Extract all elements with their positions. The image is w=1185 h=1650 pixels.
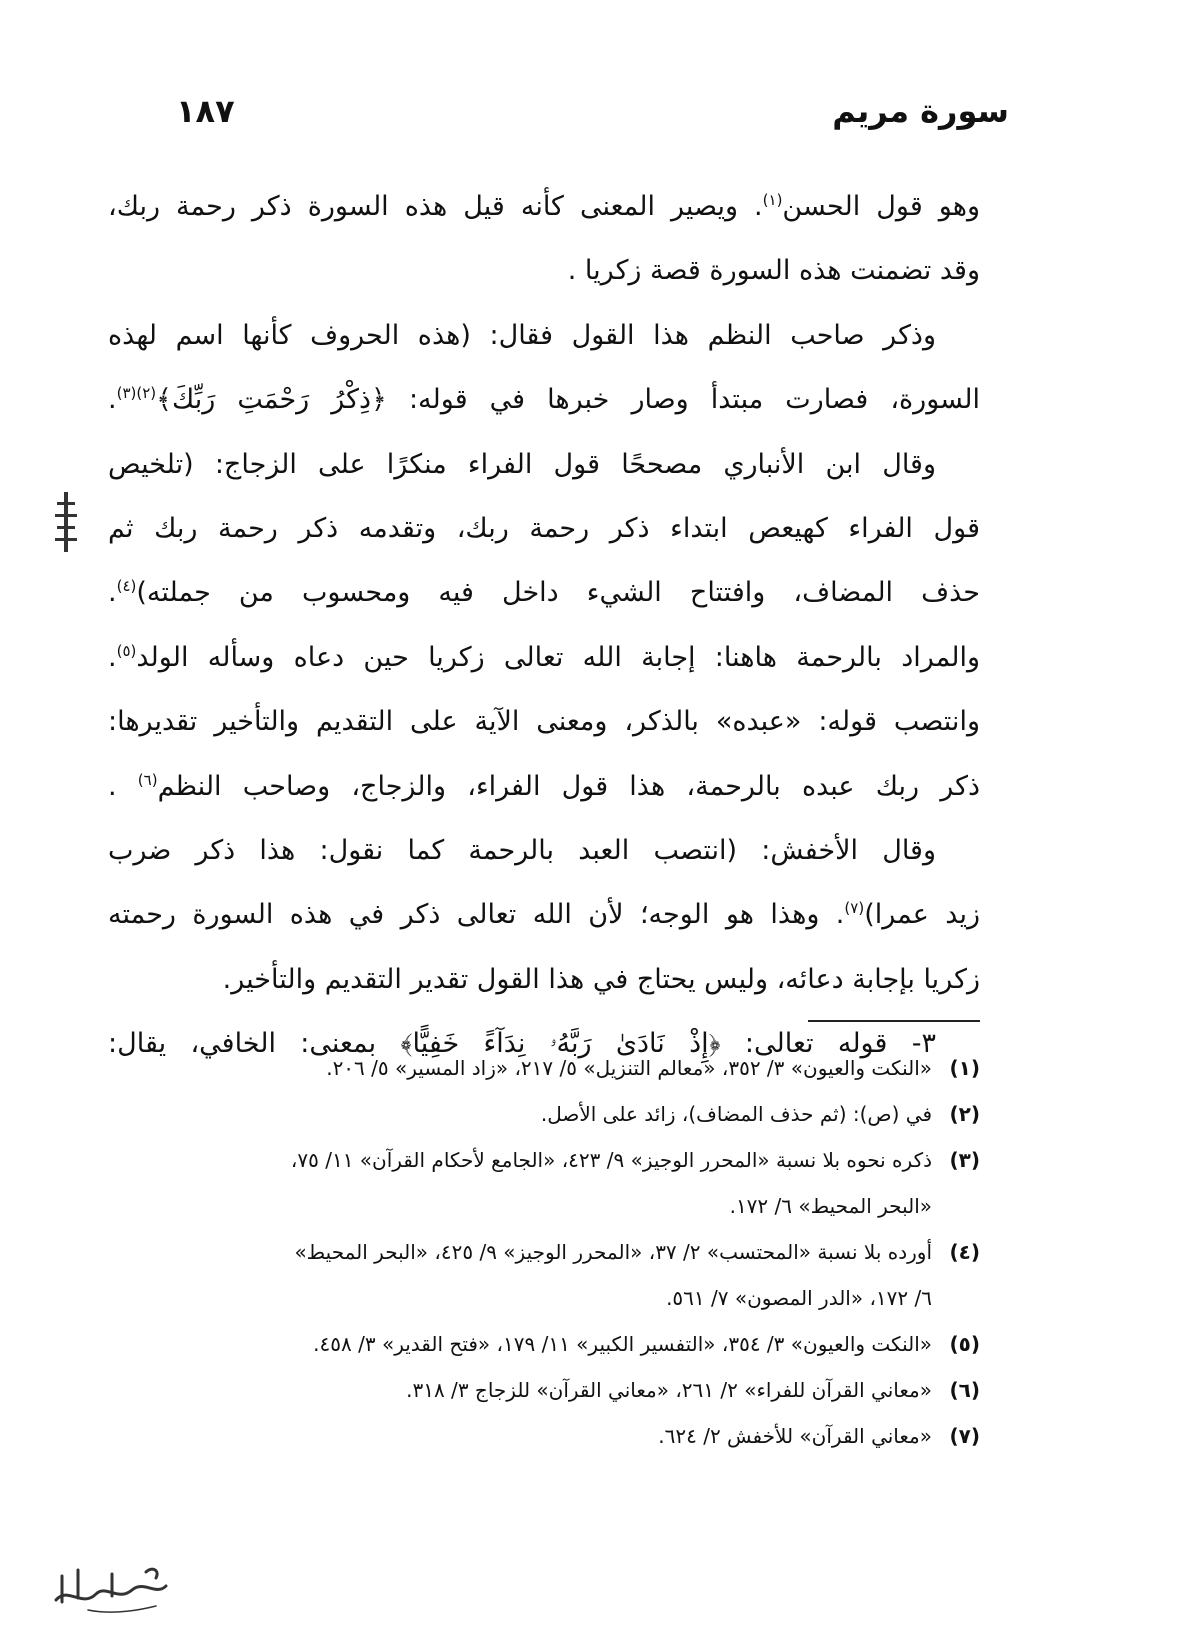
body-line-text: . وهذا هو الوجه؛ لأن الله تعالى ذكر في هذه السورة رحمته [108,899,845,931]
body-line [108,304,980,368]
body-line-text: حذف المضاف، وافتتاح الشيء داخل فيه ومحسوب من جملته) [136,577,980,609]
footnotes [108,1045,980,1459]
body-line [108,175,980,239]
body-line-text: وانتصب قوله: «عبده» بالذكر، ومعنى الآية على التقديم والتأخير تقديرها: [108,706,980,738]
footnote-ref: (٧) [844,899,865,918]
body-line [108,433,980,497]
footnote [108,1367,980,1413]
footnote-number: (١) [949,1056,980,1080]
body-line [108,819,980,883]
body-line [108,368,980,432]
page-number: ١٨٧ [176,92,235,130]
body-line [108,690,980,754]
body-line-text: ٣- قوله تعالى: ﴿إِذْ نَادَىٰ رَبَّهُۥ نِدَآءً خَفِيًّا﴾ بمعنى: الخافي، يقال: [108,1028,936,1060]
footnote-text: أورده بلا نسبة «المحتسب» ٢/ ٣٧، «المحرر الوجيز» ٩/ ٤٢٥، «البحر المحيط» [294,1240,932,1264]
body-line [108,626,980,690]
footnote-text: ذكره نحوه بلا نسبة «المحرر الوجيز» ٩/ ٤٢٣، «الجامع لأحكام القرآن» ١١/ ٧٥، [290,1148,932,1172]
footnote-number: (٢) [949,1102,980,1126]
footnote-number: (٦) [949,1378,980,1402]
footnote [108,1321,980,1367]
body-line-text: زكريا بإجابة دعائه، وليس يحتاج في هذا القول تقدير التقديم والتأخير. [222,963,980,995]
footnote-text: «النكت والعيون» ٣/ ٣٥٢، «معالم التنزيل» ٥/ ٢١٧، «زاد المسير» ٥/ ٢٠٦. [326,1056,932,1080]
body-line [108,948,980,1012]
body-line [108,561,980,625]
footnote-text: «البحر المحيط» ٦/ ١٧٢. [729,1194,932,1218]
footnote [108,1229,980,1321]
body-line-text: والمراد بالرحمة هاهنا: إجابة الله تعالى زكريا حين دعاه وسأله الولد [136,641,980,673]
running-title: سورة مريم [832,92,1009,130]
margin-ornament-icon [55,492,77,552]
footnote-text: في (ص): (ثم حذف المضاف)، زائد على الأصل. [540,1102,932,1126]
body-line [108,497,980,561]
body-line-text: وهو قول الحسن [782,191,980,222]
body-line-text: . ويصير المعنى كأنه قيل هذه السورة ذكر رحمة ربك، [108,191,763,222]
body-line [108,239,980,303]
footnote-ref: (٥) [116,641,137,660]
body-line-text: السورة، فصارت مبتدأ وصار خبرها في قوله: ﴿ذِكْرُ رَحْمَتِ رَبِّكَ﴾ [156,384,980,416]
body-line-text: وقال الأخفش: (انتصب العبد بالرحمة كما نقول: هذا ذكر ضرب [108,834,936,866]
body-line-text: وذكر صاحب النظم هذا القول فقال: (هذه الحروف كأنها اسم لهذه [108,319,936,351]
body-line [108,883,980,947]
footnote-text: ٦/ ١٧٢، «الدر المصون» ٧/ ٥٦١. [666,1286,932,1310]
footnote [108,1045,980,1091]
footnote-number: (٤) [949,1240,980,1264]
body-line [108,755,980,819]
footnote-number: (٥) [949,1332,980,1356]
body-line-text: وقال ابن الأنباري مصححًا قول الفراء منكرًا على الزجاج: (تلخيص [108,448,936,480]
body-line-text: . [108,577,117,609]
body-line-text: . [108,384,117,416]
footnote-ref: (٤) [116,577,137,596]
body-line-text: ذكر ربك عبده بالرحمة، هذا قول الفراء، والزجاج، وصاحب النظم [157,770,980,802]
body-line-text: . [108,770,138,802]
footnote [108,1091,980,1137]
body-line-text: . [108,641,117,673]
footnote-number: (٣) [949,1148,980,1172]
body-line-text: قول الفراء كهيعص ابتداء ذكر رحمة ربك، وتقدمه ذكر رحمة ربك ثم [108,512,980,544]
footnote-separator [808,1020,980,1022]
footnote-ref: (٢)(٣) [116,384,157,403]
body-line-text: وقد تضمنت هذه السورة قصة زكريا . [567,255,980,287]
footnote-text: «النكت والعيون» ٣/ ٣٥٤، «التفسير الكبير» ١١/ ١٧٩، «فتح القدير» ٣/ ٤٥٨. [313,1332,932,1356]
footnote [108,1137,980,1229]
footnote [108,1413,980,1459]
body-text [108,175,980,1076]
body-line-text: زيد عمرا) [864,899,980,931]
publisher-logo [48,1556,172,1618]
footnote-ref: (٦) [137,770,158,789]
footnote-text: «معاني القرآن للفراء» ٢/ ٢٦١، «معاني القرآن» للزجاج ٣/ ٣١٨. [406,1378,932,1402]
footnote-number: (٧) [949,1424,980,1448]
footnote-text: «معاني القرآن» للأخفش ٢/ ٦٢٤. [658,1424,932,1448]
footnote-ref: (١) [762,191,783,209]
